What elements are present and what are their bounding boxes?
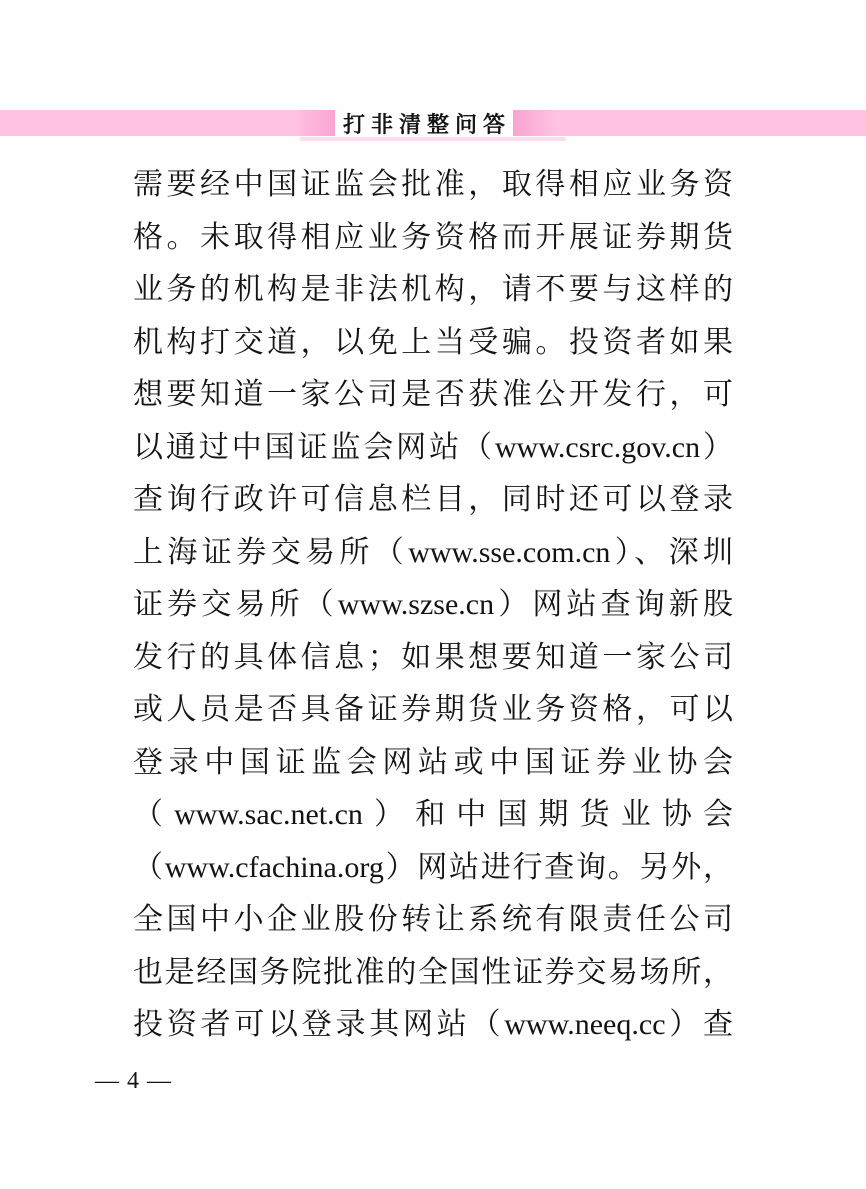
page-number: — 4 —	[95, 1068, 172, 1094]
body-text-line: 格。未取得相应业务资格而开展证券期货	[133, 220, 733, 254]
body-text-line: 也是经国务院批准的全国性证券交易场所，	[133, 955, 733, 989]
page-title: 打非清整问答	[342, 111, 511, 137]
body-text-line: 业务的机构是非法机构，请不要与这样的	[133, 273, 733, 306]
body-text-line: 投资者可以登录其网站（www.neeq.cc）查	[133, 1008, 733, 1041]
body-text-line: （www.sac.net.cn）和中国期货业协会	[133, 798, 733, 831]
body-text-line: 登录中国证监会网站或中国证券业协会	[133, 745, 733, 779]
body-text-line: 查询行政许可信息栏目，同时还可以登录	[133, 483, 733, 516]
body-text-line: 机构打交道，以免上当受骗。投资者如果	[133, 325, 733, 359]
body-text-line: 需要经中国证监会批准，取得相应业务资	[133, 168, 733, 201]
body-text-line: 上海证券交易所（www.sse.com.cn）、深圳	[133, 535, 733, 569]
body-text-line: 证券交易所（www.szse.cn）网站查询新股	[133, 588, 733, 621]
header-band	[0, 110, 866, 136]
body-text-line: （www.cfachina.org）网站进行查询。另外，	[133, 850, 733, 884]
body-text-line: 想要知道一家公司是否获准公开发行，可	[133, 378, 733, 411]
header-band-right-bar	[513, 110, 866, 136]
body-text-line: 发行的具体信息；如果想要知道一家公司	[133, 640, 733, 674]
body-text-line: 全国中小企业股份转让系统有限责任公司	[133, 903, 733, 936]
body-text-line: 以通过中国证监会网站（www.csrc.gov.cn）	[133, 430, 733, 464]
body-text	[133, 159, 733, 1052]
body-text-line: 或人员是否具备证券期货业务资格，可以	[133, 693, 733, 726]
header-band-left-bar	[0, 110, 335, 136]
